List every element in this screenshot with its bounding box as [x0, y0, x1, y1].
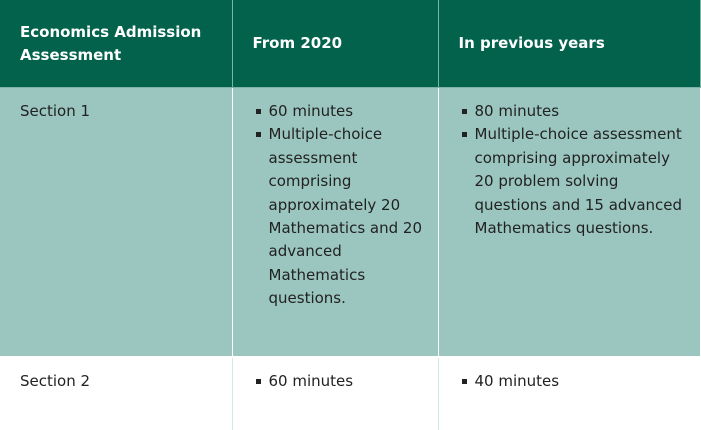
list-item — [459, 123, 689, 240]
bullet-list — [459, 100, 689, 240]
table-row-section-2 — [0, 357, 700, 430]
list-item — [253, 370, 426, 393]
cell-previous-years — [438, 357, 700, 430]
cell-from-2020 — [232, 88, 438, 358]
list-item — [459, 370, 689, 393]
table-row-section-1 — [0, 88, 700, 358]
row-label: Section 2 — [0, 357, 232, 430]
bullet-icon — [462, 132, 467, 137]
bullet-icon — [256, 109, 261, 114]
list-item-text: Multiple-choice assessment comprising approximately 20 problem solving questions and 15 advanced Mathematics questions. — [474, 125, 683, 238]
list-item-text: 60 minutes — [268, 102, 354, 120]
row-label: Section 1 — [0, 88, 232, 358]
bullet-list — [459, 370, 689, 393]
header-row — [0, 0, 700, 88]
list-item-text: Multiple-choice assessment comprising approximately 20 Mathematics and 20 advanced Mathematics questions. — [268, 125, 423, 308]
cell-from-2020 — [232, 357, 438, 430]
bullet-icon — [256, 132, 261, 137]
cell-previous-years — [438, 88, 700, 358]
header-previous-years: In previous years — [438, 0, 700, 88]
list-item — [253, 100, 426, 123]
bullet-list — [253, 100, 426, 311]
list-item-text: 40 minutes — [474, 372, 560, 390]
header-from-2020: From 2020 — [232, 0, 438, 88]
bullet-icon — [462, 109, 467, 114]
list-item — [459, 100, 689, 123]
bullet-icon — [256, 379, 261, 384]
bullet-list — [253, 370, 426, 393]
list-item-text: 60 minutes — [268, 372, 354, 390]
bullet-icon — [462, 379, 467, 384]
list-item-text: 80 minutes — [474, 102, 560, 120]
header-assessment: Economics Admission Assessment — [0, 0, 232, 88]
list-item — [253, 123, 426, 310]
